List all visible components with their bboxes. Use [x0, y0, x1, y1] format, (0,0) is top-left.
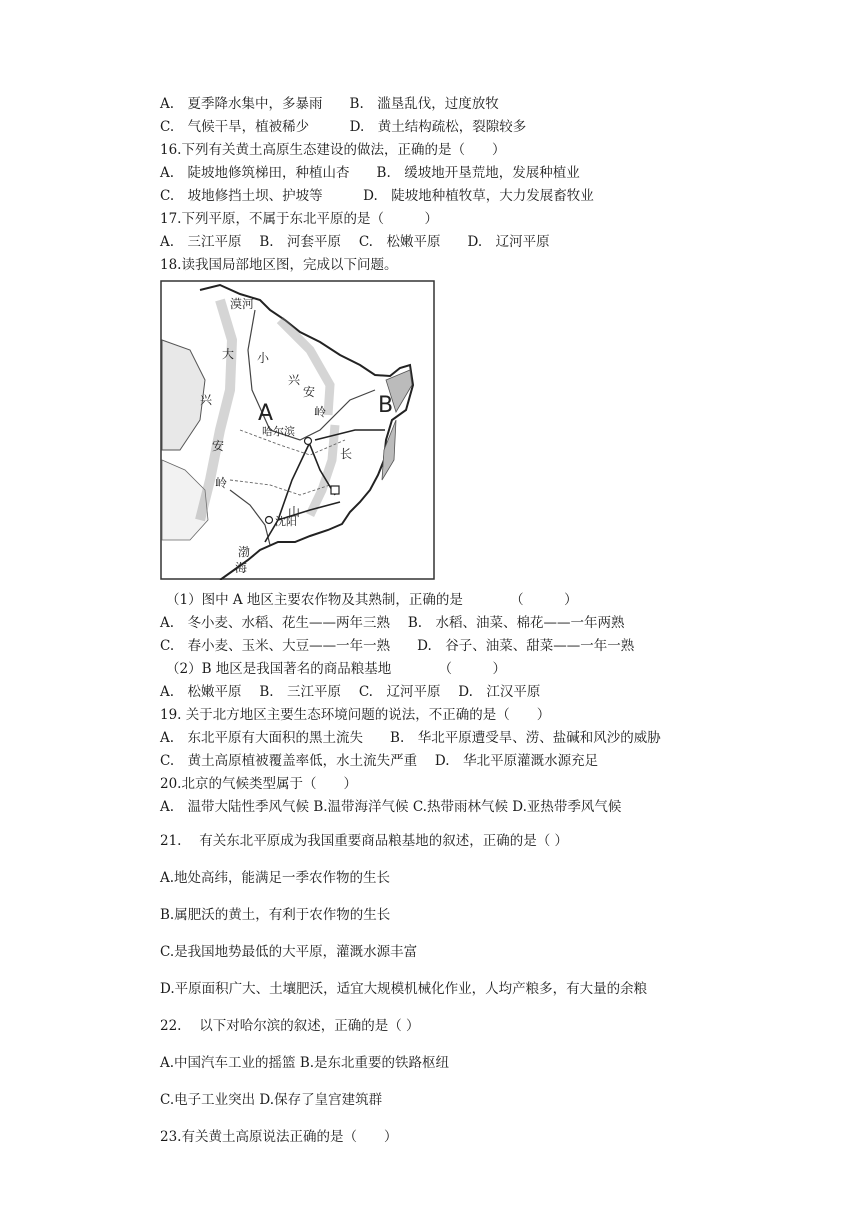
- label-an-1: 安: [212, 439, 225, 453]
- label-mohe: 漠河: [230, 297, 255, 311]
- q22-option-ab: A.中国汽车工业的摇篮 B.是东北重要的铁路枢纽: [160, 1055, 450, 1071]
- q16-option-ab: A. 陡坡地修筑梯田，种植山杏 B. 缓坡地开垦荒地，发展种植业: [160, 165, 580, 181]
- label-xing-1: 兴: [200, 393, 213, 407]
- label-ling-1: 岭: [215, 476, 228, 490]
- q18-sub2-options: A. 松嫩平原 B. 三江平原 C. 辽河平原 D. 江汉平原: [160, 684, 541, 700]
- label-xiao: 小: [257, 351, 270, 365]
- label-xing-2: 兴: [288, 373, 301, 387]
- q18-sub1-option-cd: C. 春小麦、玉米、大豆——一年一熟 D. 谷子、油菜、甜菜——一年一熟: [160, 638, 635, 654]
- q21-option-c: C.是我国地势最低的大平原，灌溉水源丰富: [160, 944, 418, 960]
- q19-stem: 19. 关于北方地区主要生态环境问题的说法，不正确的是（ ）: [160, 707, 551, 723]
- q18-stem: 18.读我国局部地区图，完成以下问题。: [160, 257, 398, 273]
- q22-option-cd: C.电子工业突出 D.保存了皇宫建筑群: [160, 1092, 383, 1108]
- q16-stem: 16.下列有关黄土高原生态建设的做法，正确的是（ ）: [160, 142, 506, 158]
- label-region-b: B: [378, 393, 394, 418]
- changchun-marker: [331, 486, 339, 494]
- q21-stem: 21. 有关东北平原成为我国重要商品粮基地的叙述，正确的是（ ）: [160, 833, 569, 849]
- q18-sub1-option-ab: A. 冬小麦、水稻、花生——两年三熟 B. 水稻、油菜、棉花——一年两熟: [160, 615, 625, 631]
- q19-option-ab: A. 东北平原有大面积的黑土流失 B. 华北平原遭受旱、涝、盐碱和风沙的威胁: [160, 730, 661, 746]
- label-shenyang: 沈阳: [275, 515, 297, 528]
- q21-option-a: A.地处高纬，能满足一季农作物的生长: [160, 870, 391, 886]
- q21-option-b: B.属肥沃的黄土，有利于农作物的生长: [160, 907, 391, 923]
- label-bohai-2: 海: [235, 561, 248, 575]
- q18-sub2-stem: （2）B 地区是我国著名的商品粮基地 （ ）: [166, 661, 507, 677]
- northeast-china-map: [160, 280, 435, 580]
- label-harbin: 哈尔滨: [262, 425, 295, 438]
- q16-option-cd: C. 坡地修挡土坝、护坡等 D. 陡坡地种植牧草，大力发展畜牧业: [160, 188, 594, 204]
- q20-stem: 20.北京的气候类型属于（ ）: [160, 776, 357, 792]
- q20-options: A. 温带大陆性季风气候 B.温带海洋气候 C.热带雨林气候 D.亚热带季风气候: [160, 799, 622, 815]
- q21-option-d: D.平原面积广大、土壤肥沃，适宜大规模机械化作业，人均产粮多，有大量的余粮: [160, 981, 648, 997]
- label-shan: 山: [288, 505, 301, 519]
- q15-option-ab: A. 夏季降水集中，多暴雨 B. 滥垦乱伐，过度放牧: [160, 96, 499, 112]
- q17-stem: 17.下列平原，不属于东北平原的是（ ）: [160, 211, 438, 227]
- q23-stem: 23.有关黄土高原说法正确的是（ ）: [160, 1129, 398, 1145]
- q17-options: A. 三江平原 B. 河套平原 C. 松嫩平原 D. 辽河平原: [160, 234, 550, 250]
- shenyang-marker: [266, 517, 273, 524]
- label-da: 大: [222, 347, 235, 361]
- label-region-a: A: [258, 401, 274, 426]
- label-ling-2: 岭: [314, 405, 327, 419]
- q18-sub1-stem: （1）图中 A 地区主要农作物及其熟制，正确的是 （ ）: [166, 592, 578, 608]
- label-an-2: 安: [303, 385, 316, 399]
- label-chang: 长: [340, 447, 353, 461]
- harbin-marker: [305, 438, 312, 445]
- q15-option-cd: C. 气候干旱，植被稀少 D. 黄土结构疏松，裂隙较多: [160, 119, 527, 135]
- q22-stem: 22. 以下对哈尔滨的叙述，正确的是（ ）: [160, 1018, 420, 1034]
- label-bohai-1: 渤: [238, 545, 251, 559]
- q19-option-cd: C. 黄土高原植被覆盖率低，水土流失严重 D. 华北平原灌溉水源充足: [160, 753, 599, 769]
